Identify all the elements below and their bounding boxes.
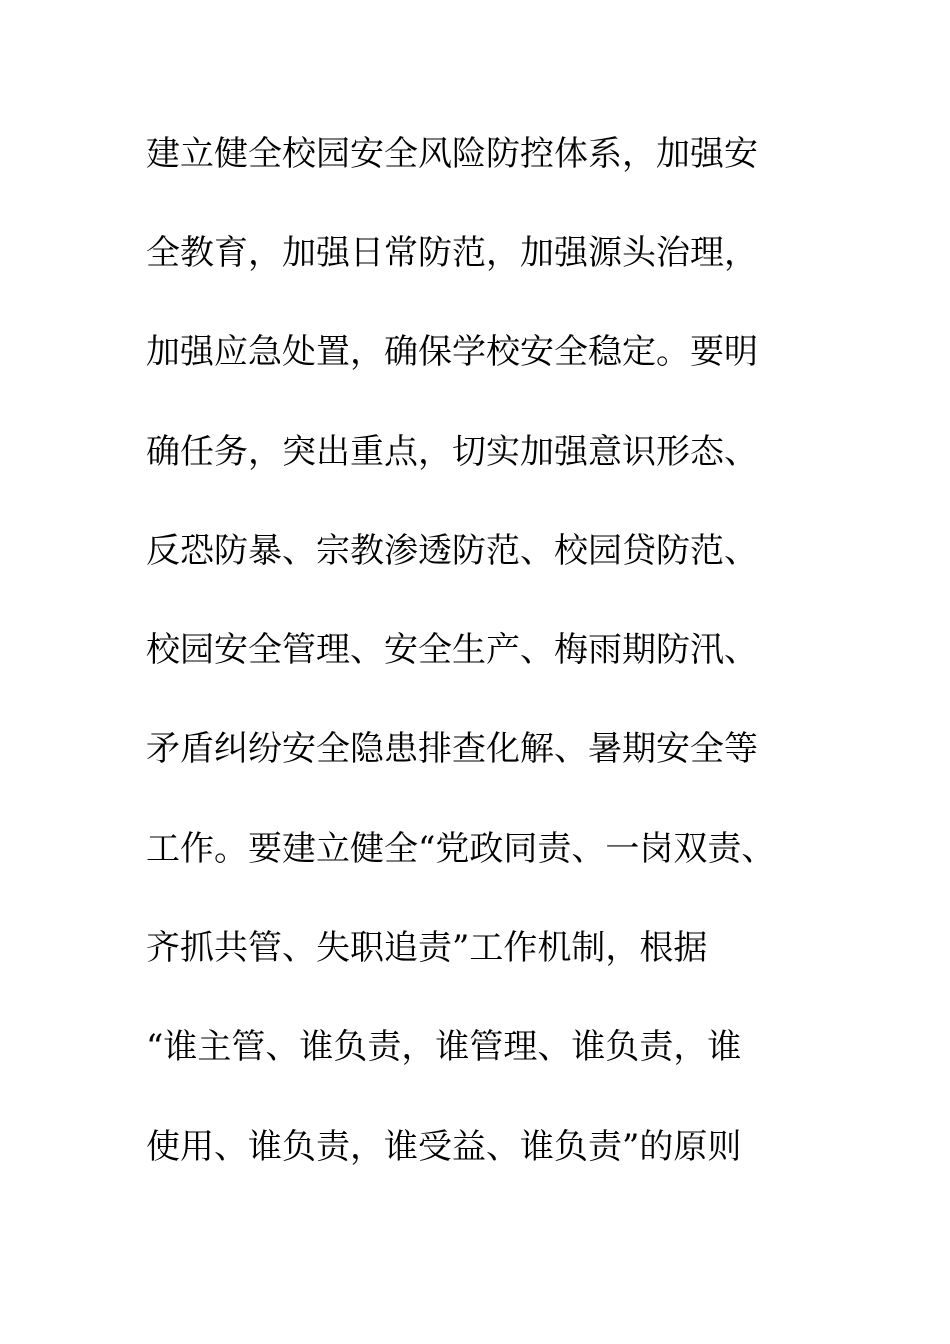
text-line: 加强应急处置，确保学校安全稳定。要明 [146, 332, 758, 372]
text-line: 确任务，突出重点，切实加强意识形态、 [146, 432, 758, 472]
text-line: 建立健全校园安全风险防控体系，加强安 [146, 134, 758, 174]
text-line: 矛盾纠纷安全隐患排查化解、暑期安全等 [146, 729, 758, 769]
text-line: “谁主管、谁负责，谁管理、谁负责，谁 [146, 1027, 742, 1067]
text-line: 校园安全管理、安全生产、梅雨期防汛、 [146, 630, 758, 670]
text-line: 使用、谁负责，谁受益、谁负责”的原则 [146, 1127, 742, 1167]
text-line: 反恐防暴、宗教渗透防范、校园贷防范、 [146, 531, 758, 571]
text-line: 全教育，加强日常防范，加强源头治理， [146, 233, 758, 273]
text-line: 工作。要建立健全“党政同责、一岗双责、 [146, 829, 776, 869]
text-line: 齐抓共管、失职追责”工作机制，根据 [146, 928, 708, 968]
